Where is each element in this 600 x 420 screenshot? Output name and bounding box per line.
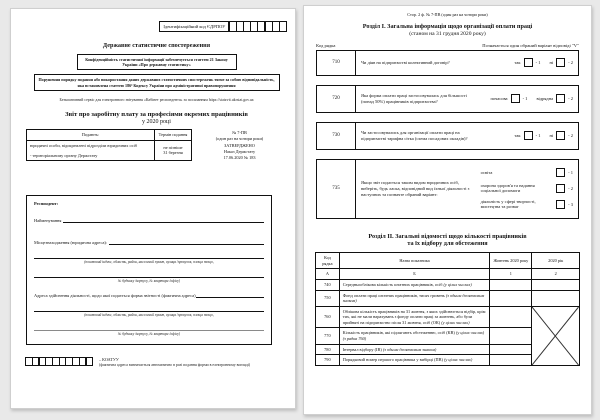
report-subtitle: у 2020 році (142, 119, 171, 126)
section2-table (315, 252, 580, 366)
activity-address-input-line[interactable] (196, 292, 264, 298)
question-720-code: 720 (317, 86, 356, 112)
submitters-cell (27, 140, 155, 161)
subheader-col1: 1 (490, 269, 532, 280)
edrpou-row (26, 21, 287, 32)
row-code: 770 (316, 328, 340, 344)
submitters-header: Подають: (27, 130, 155, 140)
question-720 (316, 85, 579, 113)
row-name-text: Порядковий номер першого працівника у вибірці (ПВ) (342, 357, 443, 363)
question-710 (316, 50, 579, 76)
option-number: - 2 (568, 133, 573, 139)
crossed-out-cell (532, 306, 580, 365)
submitters-text: юридичні особи, відокремлені підрозділи юридичних осіб (30, 142, 138, 148)
row-name (339, 306, 489, 328)
value-cell-october[interactable] (490, 355, 532, 366)
header-code: Код рядка (316, 253, 340, 269)
option-number: - 2 (568, 185, 573, 191)
question-730-text: Чи застосовувались для організації оплати праці на підприємстві тарифна сітка (схема посадових окладів)? (361, 129, 468, 141)
edrpou-code-cells (229, 21, 287, 32)
name-line (34, 217, 264, 223)
row-code: 790 (316, 355, 340, 366)
header-year: 2020 рік (532, 253, 580, 269)
name-label: Найменування (34, 218, 62, 224)
deadline-header: Термін подання (155, 130, 192, 140)
option-piecework (536, 94, 573, 103)
edrpou-digit-cell[interactable] (279, 21, 287, 32)
address-hint-1: (поштовий індекс, область, район, населений пункт, вулиця /провулок, площа тощо, (84, 313, 214, 318)
question-710-code: 710 (317, 51, 356, 75)
respondent-box (26, 195, 272, 345)
option-label: ні (549, 133, 554, 139)
confidentiality-note: Конфіденційність статистичної інформації забезпечується статтею 21 Закону України «Про державну статистику» (77, 54, 237, 71)
row-name (339, 344, 489, 355)
table-row-750 (316, 290, 580, 306)
section1-subtitle: (станом на 31 грудня 2020 року) (409, 30, 486, 37)
section1-codeline (316, 43, 579, 48)
row-code: 750 (316, 290, 340, 306)
koatuu-label: – КОАТУУ (99, 357, 119, 363)
legal-address-label: Місцезнаходження (юридична адреса): (34, 240, 108, 246)
deadline-cell (155, 140, 192, 161)
value-cell-october[interactable] (490, 306, 532, 328)
row-name (339, 279, 489, 290)
row-name (339, 355, 489, 366)
checkbox[interactable] (511, 94, 520, 103)
checkbox[interactable] (556, 131, 565, 140)
option-yes (514, 58, 540, 67)
table-header-row (316, 253, 580, 269)
section2-title2: та їх відбору для обстеження (407, 240, 488, 248)
question-710-text: Чи діяв на підприємстві колективний договір? (361, 59, 450, 65)
cross-out-icon (532, 307, 579, 365)
option-label: ні (549, 60, 554, 66)
koatuu-digit-cell[interactable] (86, 357, 94, 366)
option-label: діяльність у сфері творчості, мистецтва та розваг (480, 199, 536, 210)
value-cell-october[interactable] (490, 328, 532, 344)
eservice-note: Безкоштовний сервіс для електронного звітування «Кабінет респондента» за посиланням https://statzvit.ukrstat.gov.ua (59, 98, 254, 102)
value-cell-october[interactable] (490, 344, 532, 355)
checkbox[interactable] (524, 131, 533, 140)
row-name-text: Кількість працівників, які підлягають обстеженню, осіб (КВ) (342, 330, 455, 336)
approved-label: ЗАТВЕРДЖЕНО (224, 142, 255, 148)
row-name-hint: (у цілих числах) (441, 319, 470, 325)
option-hourly (490, 94, 527, 103)
deadline-line2: 31 березня (163, 150, 183, 156)
recipient-text: - територіальному органу Держстату (30, 152, 98, 158)
code-column-label: Код рядка (316, 42, 336, 48)
table-row-760 (316, 306, 580, 328)
form-number: № 7-ПВ (232, 130, 247, 136)
value-cell-year[interactable] (532, 290, 580, 306)
koatuu-note: (фактична адреса визначається автоматично в разі подання форми в електронному вигляді) (99, 362, 251, 367)
question-735-text: Якщо звіт подається таким видом юридичних осіб, виберіть, будь ласка, відповідний вид їхньої діяльності з наступних та позначте обраний варіант: (361, 179, 470, 197)
row-code: 740 (316, 279, 340, 290)
row-name-hint: (у цілих числах) (443, 281, 472, 287)
option-number: - 1 (568, 170, 573, 176)
header-name: Назва показника (339, 253, 489, 269)
row-name-hint: (у цілих числах) (з рядка 760) (342, 330, 485, 342)
subheader-code: А (316, 269, 340, 280)
order-date: 17.06.2020 № 183 (223, 155, 256, 161)
option-label: охорона здоров'я та надання соціальної допомоги (480, 183, 535, 194)
option-label: так (514, 133, 521, 139)
question-735-code: 735 (317, 160, 356, 218)
option-number: - 2 (568, 96, 573, 102)
checkbox[interactable] (556, 58, 565, 67)
option-number: - 2 (568, 60, 573, 66)
option-education (481, 168, 573, 177)
mark-variant-note: Позначається один обраний варіант відповіді "V" (482, 42, 579, 48)
question-730 (316, 122, 579, 150)
checkbox[interactable] (556, 200, 565, 209)
value-cell-october[interactable] (490, 290, 532, 306)
respondent-title: Респондент: (34, 201, 59, 207)
header-october: Жовтень 2020 року (490, 253, 532, 269)
row-name-text: Середньооблікова кількість штатних працівників, осіб (342, 281, 443, 287)
checkbox[interactable] (556, 168, 565, 177)
name-input-line[interactable] (63, 217, 264, 223)
question-735 (316, 159, 579, 219)
option-label: освіта (480, 170, 493, 176)
value-cell-october[interactable] (490, 279, 532, 290)
table-subheader-row (316, 269, 580, 280)
koatuu-row (26, 357, 287, 367)
checkbox[interactable] (556, 184, 565, 193)
submission-section (26, 129, 287, 161)
option-number: - 1 (535, 60, 541, 66)
observation-title: Державне статистичне спостереження (102, 42, 211, 49)
order-label: Наказ Держстату (223, 148, 256, 154)
checkbox[interactable] (524, 58, 533, 67)
option-arts (481, 199, 573, 209)
row-code: 760 (316, 306, 340, 328)
activity-address-line (34, 292, 264, 298)
report-title: Звіт про заробітну плату за професіями окремих працівників (65, 110, 248, 118)
submission-table (26, 129, 192, 161)
option-no (549, 58, 573, 67)
row-name-text: Фонд оплати праці штатних працівників, тисяч гривень (342, 292, 445, 298)
koatuu-text-block (99, 357, 250, 367)
option-label: так (514, 60, 521, 66)
address-hint-2: № будинку /корпусу, № квартири /офісу) (117, 332, 181, 337)
section1-title: Розділ І. Загальна інформація щодо організації оплати праці (362, 23, 533, 30)
address-input-line[interactable] (34, 329, 264, 331)
form-page-2 (303, 5, 592, 415)
option-yes (514, 131, 540, 140)
option-healthcare (481, 183, 573, 193)
option-number: - 1 (522, 96, 528, 102)
row-name-text: Облікова кількість працівників на 31 жовтня, з яких здійснюється відбір, крім тих, які не мали нарахувань з фонду оплати праці за жовтень, або були прийняті на підприємство після 31 жовтня, осіб (ОК) (342, 308, 486, 325)
row-name (339, 290, 489, 306)
koatuu-code-cells (26, 357, 93, 366)
table-row-740 (316, 279, 580, 290)
subheader-col2: 2 (532, 269, 580, 280)
question-720-text: Яка форма оплати праці застосовувалась для більшості (понад 50%) працівників підприємства? (361, 92, 467, 104)
row-name-hint: (з одним десятковим знаком) (382, 346, 437, 352)
row-code: 780 (316, 344, 340, 355)
row-name (339, 328, 489, 344)
option-label: відрядна (536, 96, 554, 102)
value-cell-year[interactable] (532, 279, 580, 290)
option-no (549, 131, 573, 140)
page-header: Стор. 2 ф. № 7-ПВ (один раз на чотири роки) (407, 12, 488, 17)
legal-address-line (34, 239, 264, 245)
address-hint-2: № будинку /корпусу, № квартири /офісу) (117, 279, 181, 284)
deadline-line1: не пізніше (163, 145, 183, 151)
question-730-code: 730 (317, 123, 356, 149)
form-periodicity: (один раз на чотири роки) (215, 136, 264, 142)
approval-block (192, 129, 287, 161)
legal-address-input-line[interactable] (109, 239, 264, 245)
section2-title: Розділ ІІ. Загальні відомості щодо кількості працівників (368, 232, 527, 240)
option-number: - 1 (535, 133, 541, 139)
form-page-1 (10, 8, 296, 409)
report-title-block (26, 111, 287, 126)
violation-note: Порушення порядку подання або використання даних державних статистичних спостережень тягне за собою відповідальність, яка встановлена статтею 186³ Кодексу України про адміністративні правопорушення (34, 74, 280, 91)
activity-address-label: Адреса здійснення діяльності, щодо якої подається форма звітності (фактична адреса) (34, 293, 196, 299)
row-name-text: Інтервал відбору (ІВ) (342, 346, 382, 352)
checkbox[interactable] (556, 94, 565, 103)
subheader-name: Б (339, 269, 489, 280)
row-name-hint: (у цілих числах) (443, 357, 473, 363)
address-hint-1: (поштовий індекс, область, район, населений пункт, вулиця /провулок, площа тощо, (84, 260, 214, 265)
address-input-line[interactable] (34, 276, 264, 278)
option-label: почасова (490, 96, 508, 102)
row-name-hint: (з одним десятковим знаком) (342, 292, 485, 304)
option-number: - 3 (568, 201, 573, 207)
edrpou-label: Ідентифікаційний код ЄДРПОУ (159, 21, 229, 32)
